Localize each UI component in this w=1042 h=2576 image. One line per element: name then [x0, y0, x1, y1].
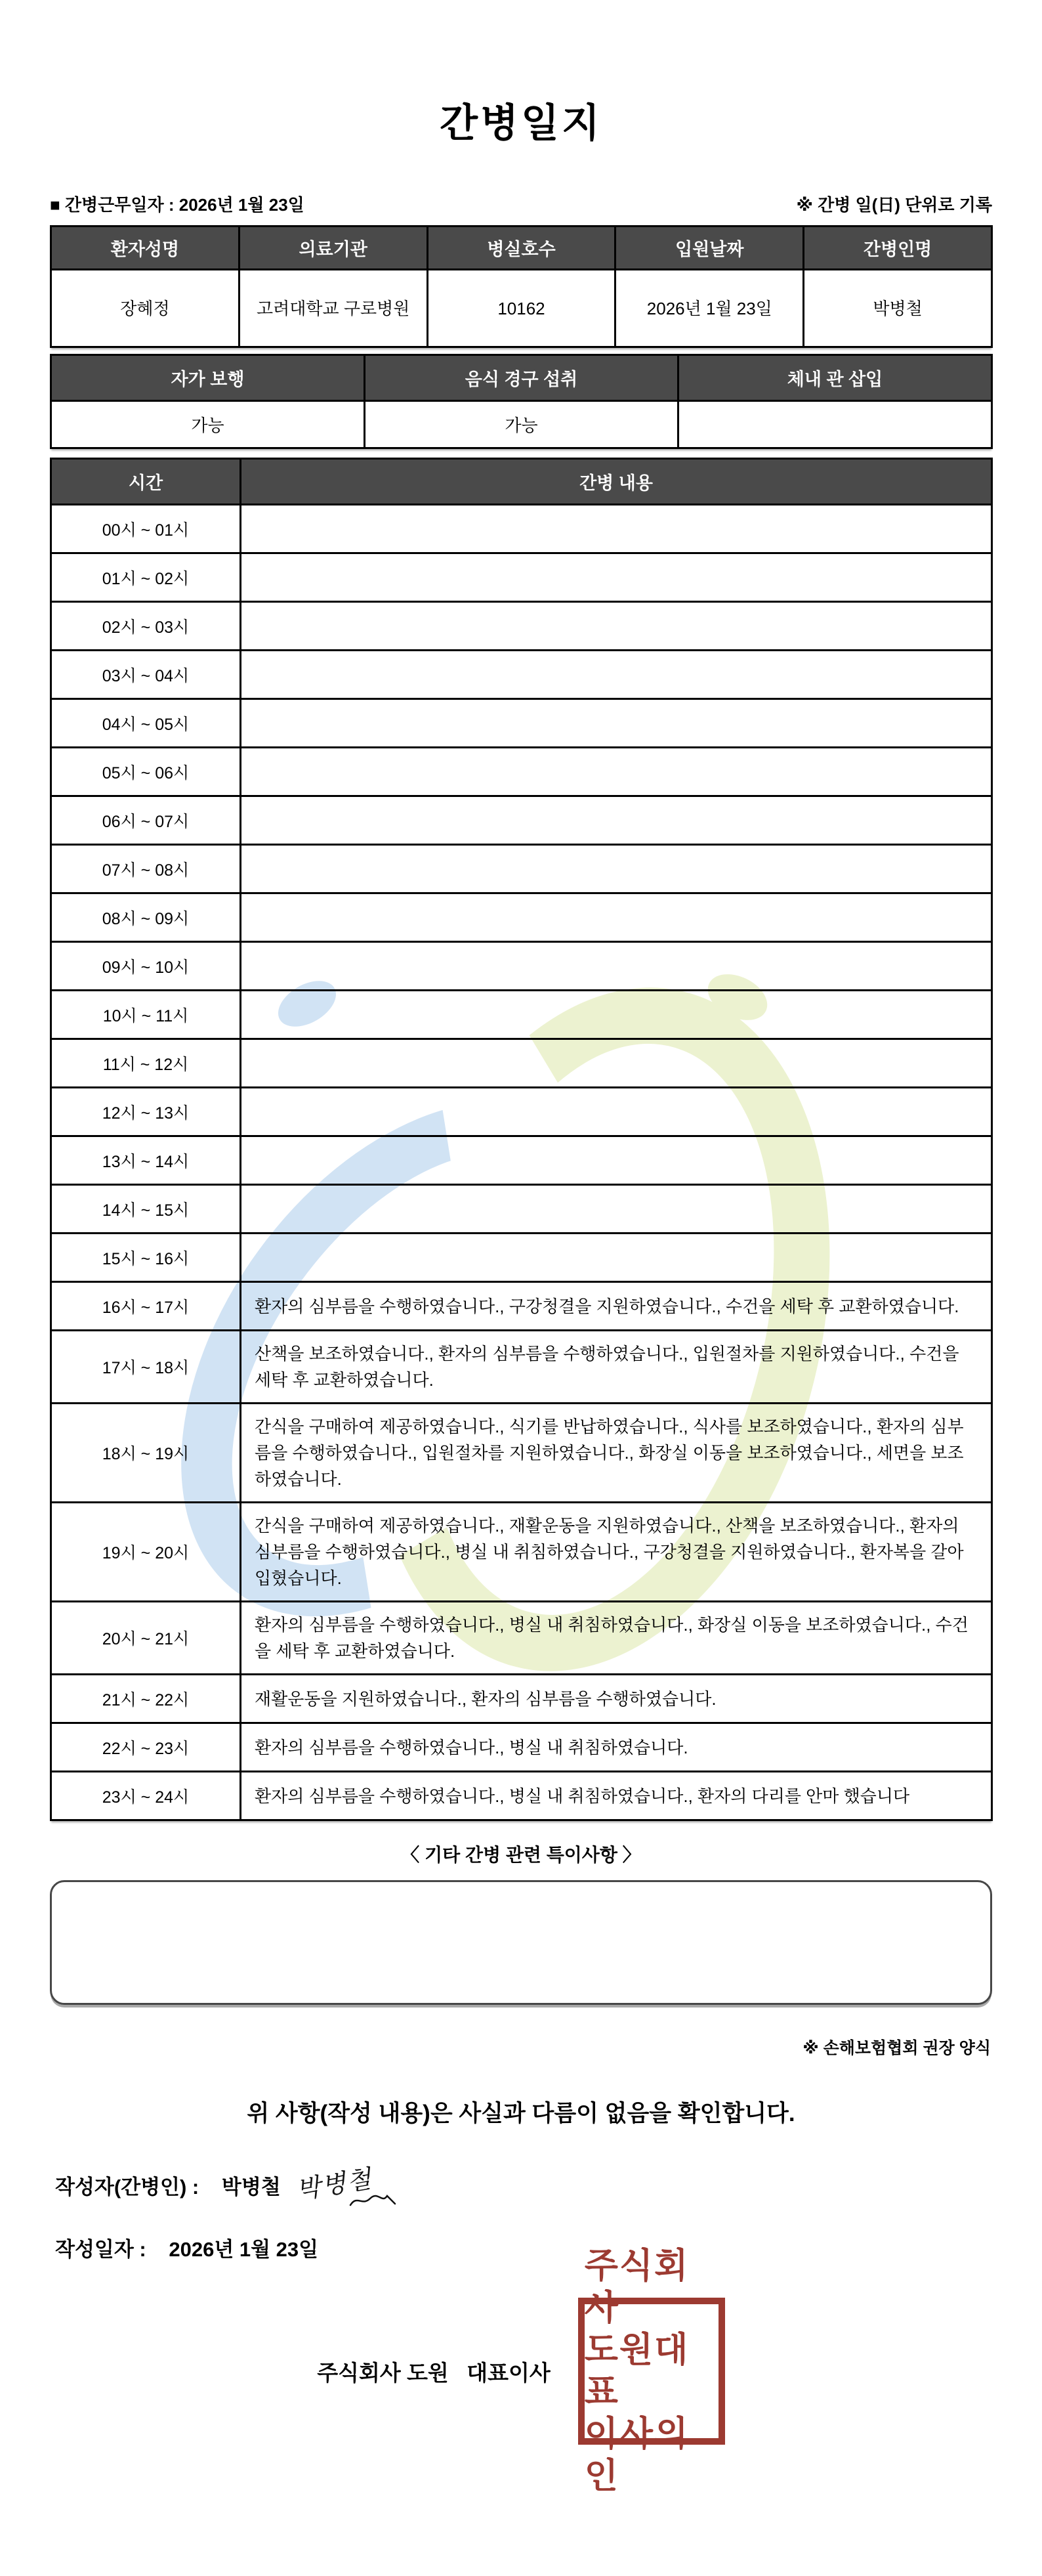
care-content-cell — [241, 845, 992, 893]
care-row — [51, 699, 992, 748]
header-time: 시간 — [51, 459, 241, 505]
care-content-cell: 산책을 보조하였습니다., 환자의 심부름을 수행하였습니다., 입원절차를 지원하였습니다., 수건을 세탁 후 교환하였습니다. — [241, 1331, 992, 1404]
care-time-cell: 17시 ~ 18시 — [51, 1331, 241, 1404]
care-time-cell: 06시 ~ 07시 — [51, 796, 241, 845]
care-row — [51, 553, 992, 602]
care-header-row — [51, 459, 992, 505]
header-internal-tube: 체내 관 삽입 — [678, 355, 992, 401]
signature-stroke-icon — [349, 2191, 398, 2209]
care-row — [51, 991, 992, 1039]
care-time-cell: 18시 ~ 19시 — [51, 1404, 241, 1503]
care-row — [51, 1723, 992, 1772]
care-content-cell — [241, 1136, 992, 1185]
care-content-cell — [241, 651, 992, 699]
writer-line — [55, 2164, 1042, 2206]
care-row — [51, 1602, 992, 1675]
care-time-cell: 02시 ~ 03시 — [51, 602, 241, 651]
care-time-cell: 16시 ~ 17시 — [51, 1282, 241, 1331]
care-row — [51, 748, 992, 796]
unit-note: ※ 간병 일(日) 단위로 기록 — [796, 195, 992, 215]
patient-status-table — [50, 354, 993, 449]
care-time-cell: 09시 ~ 10시 — [51, 942, 241, 991]
value-self-walking: 가능 — [51, 401, 365, 448]
form-standard-note: ※ 손해보험협회 권장 양식 — [802, 2039, 991, 2057]
extra-notes-title: 〈 기타 간병 관련 특이사항 〉 — [401, 1845, 641, 1865]
care-row — [51, 1503, 992, 1602]
written-date-line — [55, 2233, 1042, 2262]
patient-info-table — [50, 225, 993, 348]
care-content-cell — [241, 602, 992, 651]
written-date-label: 작성일자 : — [55, 2238, 146, 2262]
writer-name: 박병철 — [221, 2176, 281, 2199]
value-patient-name: 장혜정 — [51, 270, 240, 347]
care-content-cell: 환자의 심부름을 수행하였습니다., 병실 내 취침하였습니다. — [241, 1723, 992, 1772]
care-row — [51, 651, 992, 699]
status-value-row — [51, 401, 992, 448]
care-time-cell: 07시 ~ 08시 — [51, 845, 241, 893]
header-care-content: 간병 내용 — [241, 459, 992, 505]
care-content-cell — [241, 748, 992, 796]
care-content-cell: 간식을 구매하여 제공하였습니다., 식기를 반납하였습니다., 식사를 보조하였습니다., 환자의 심부름을 수행하였습니다., 입원절차를 지원하였습니다., 화장실 이동을 보조하였습니다., 세면을 보조하였습니다. — [241, 1404, 992, 1503]
work-date-line — [50, 192, 304, 216]
header-oral-intake: 음식 경구 섭취 — [365, 355, 678, 401]
value-room-number: 10162 — [427, 270, 615, 347]
care-time-cell: 20시 ~ 21시 — [51, 1602, 241, 1675]
care-row — [51, 1088, 992, 1136]
patient-info-value-row — [51, 270, 992, 347]
care-time-cell: 21시 ~ 22시 — [51, 1675, 241, 1723]
header-admission-date: 입원날짜 — [615, 226, 804, 270]
care-time-cell: 13시 ~ 14시 — [51, 1136, 241, 1185]
care-time-cell: 05시 ~ 06시 — [51, 748, 241, 796]
meta-row — [50, 192, 992, 216]
company-name: 주식회사 도원 대표이사 — [317, 2360, 551, 2385]
care-row — [51, 1772, 992, 1820]
care-time-cell: 14시 ~ 15시 — [51, 1185, 241, 1234]
care-row — [51, 1234, 992, 1282]
written-date-value: 2026년 1월 23일 — [169, 2238, 319, 2262]
care-row — [51, 505, 992, 553]
work-date-value: 2026년 1월 23일 — [178, 195, 304, 215]
care-row — [51, 796, 992, 845]
care-time-cell: 15시 ~ 16시 — [51, 1234, 241, 1282]
care-row — [51, 942, 992, 991]
handwritten-signature — [297, 2164, 376, 2206]
care-row — [51, 1675, 992, 1723]
extra-notes-box — [50, 1880, 992, 2005]
care-content-cell — [241, 1088, 992, 1136]
care-row — [51, 1282, 992, 1331]
care-content-cell: 환자의 심부름을 수행하였습니다., 병실 내 취침하였습니다., 화장실 이동을 보조하였습니다., 수건을 세탁 후 교환하였습니다. — [241, 1602, 992, 1675]
seal-line: 주식회사 — [584, 2246, 690, 2328]
care-time-cell: 04시 ~ 05시 — [51, 699, 241, 748]
care-row — [51, 1185, 992, 1234]
care-content-cell — [241, 893, 992, 942]
care-time-cell: 03시 ~ 04시 — [51, 651, 241, 699]
care-content-cell: 환자의 심부름을 수행하였습니다., 구강청결을 지원하였습니다., 수건을 세탁 후 교환하였습니다. — [241, 1282, 992, 1331]
value-medical-institution: 고려대학교 구로병원 — [239, 270, 427, 347]
care-row — [51, 1039, 992, 1088]
care-time-cell: 23시 ~ 24시 — [51, 1772, 241, 1820]
writer-label: 작성자(간병인) : — [55, 2176, 199, 2199]
value-oral-intake: 가능 — [365, 401, 678, 448]
work-date-label: ■ 간병근무일자 : — [50, 195, 175, 215]
care-row — [51, 1136, 992, 1185]
seal-line: 이사의인 — [584, 2415, 690, 2496]
care-time-cell: 01시 ~ 02시 — [51, 553, 241, 602]
care-content-cell — [241, 796, 992, 845]
care-row — [51, 893, 992, 942]
care-time-cell: 08시 ~ 09시 — [51, 893, 241, 942]
care-content-cell — [241, 991, 992, 1039]
value-admission-date: 2026년 1월 23일 — [615, 270, 804, 347]
page-title: 간병일지 — [440, 101, 602, 145]
patient-info-header-row — [51, 226, 992, 270]
care-content-cell — [241, 1039, 992, 1088]
care-content-cell — [241, 1234, 992, 1282]
care-content-cell: 간식을 구매하여 제공하였습니다., 재활운동을 지원하였습니다., 산책을 보조하였습니다., 환자의 심부름을 수행하였습니다., 병실 내 취침하였습니다., 구강청결을 지원하였습니다., 환자복을 갈아입혔습니다. — [241, 1503, 992, 1602]
header-patient-name: 환자성명 — [51, 226, 240, 270]
care-time-cell: 12시 ~ 13시 — [51, 1088, 241, 1136]
care-content-cell: 재활운동을 지원하였습니다., 환자의 심부름을 수행하였습니다. — [241, 1675, 992, 1723]
value-caregiver-name: 박병철 — [804, 270, 992, 347]
care-log-table — [50, 458, 993, 1821]
value-internal-tube — [678, 401, 992, 448]
care-content-cell — [241, 1185, 992, 1234]
care-time-cell: 11시 ~ 12시 — [51, 1039, 241, 1088]
corporate-seal-stamp — [578, 2246, 725, 2496]
care-time-cell: 10시 ~ 11시 — [51, 991, 241, 1039]
seal-line: 도원대표 — [584, 2330, 690, 2412]
care-content-cell — [241, 699, 992, 748]
header-caregiver-name: 간병인명 — [804, 226, 992, 270]
confirmation-statement: 위 사항(작성 내용)은 사실과 다름이 없음을 확인합니다. — [247, 2101, 795, 2126]
care-row — [51, 602, 992, 651]
care-time-cell: 22시 ~ 23시 — [51, 1723, 241, 1772]
care-row — [51, 1331, 992, 1404]
care-row — [51, 845, 992, 893]
care-content-cell: 환자의 심부름을 수행하였습니다., 병실 내 취침하였습니다., 환자의 다리를 안마 했습니다 — [241, 1772, 992, 1820]
header-medical-institution: 의료기관 — [239, 226, 427, 270]
signature-text: 박병철 — [297, 2164, 376, 2205]
header-self-walking: 자가 보행 — [51, 355, 365, 401]
header-room-number: 병실호수 — [427, 226, 615, 270]
care-time-cell: 19시 ~ 20시 — [51, 1503, 241, 1602]
status-header-row — [51, 355, 992, 401]
care-time-cell: 00시 ~ 01시 — [51, 505, 241, 553]
care-content-cell — [241, 553, 992, 602]
care-content-cell — [241, 505, 992, 553]
care-row — [51, 1404, 992, 1503]
care-content-cell — [241, 942, 992, 991]
